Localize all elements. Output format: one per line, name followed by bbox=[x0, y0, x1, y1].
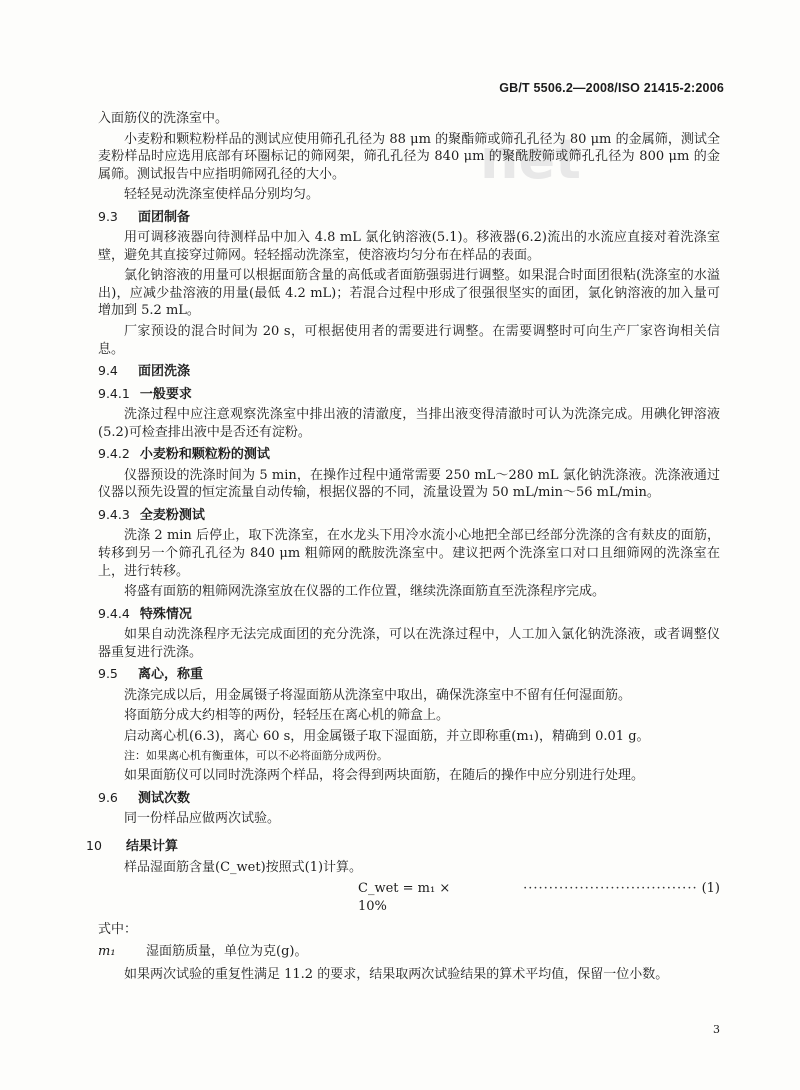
section-number: 9.4.3 bbox=[98, 506, 130, 522]
section-title: 结果计算 bbox=[126, 838, 179, 854]
paragraph: 将面筋分成大约相等的两份，轻轻压在离心机的筛盒上。 bbox=[124, 708, 450, 724]
paragraph: 启动离心机(6.3)，离心 60 s，用金属镊子取下湿面筋，并立即称重(m₁)，精确到 0.01 g。 bbox=[124, 728, 650, 744]
paragraph: 仪器预设的洗涤时间为 5 min，在操作过程中通常需要 250 mL～280 mL 氯化钠洗涤液。洗涤液通过仪器以预先设置的恒定流量自动传输，根据仪器的不同，流量设置为 50 mL/min～56 mL/min。 bbox=[98, 467, 720, 501]
paragraph: 轻轻晃动洗涤室使样品分别均匀。 bbox=[124, 187, 320, 203]
section-number: 9.5 bbox=[98, 666, 118, 682]
variable-definition bbox=[98, 943, 720, 961]
paragraph: 同一份样品应做两次试验。 bbox=[124, 811, 281, 827]
section-heading-9-4 bbox=[98, 363, 720, 381]
section-heading-9-4-2 bbox=[98, 446, 720, 464]
section-number: 10 bbox=[86, 837, 102, 853]
section-title: 面团制备 bbox=[138, 209, 191, 225]
variable-symbol: m₁ bbox=[98, 943, 116, 959]
paragraph: 洗涤完成以后，用金属镊子将湿面筋从洗涤室中取出，确保洗涤室中不留有任何湿面筋。 bbox=[124, 687, 632, 703]
paragraph: 如果两次试验的重复性满足 11.2 的要求，结果取两次试验结果的算术平均值，保留一位小数。 bbox=[124, 967, 669, 983]
section-number: 9.6 bbox=[98, 789, 118, 805]
variable-description: 湿面筋质量，单位为克(g)。 bbox=[146, 943, 308, 959]
paragraph: 入面筋仪的洗涤室中。 bbox=[98, 111, 229, 126]
formula-expression: C_wet = m₁ × 10% bbox=[358, 881, 451, 914]
page-number: 3 bbox=[713, 1023, 720, 1037]
section-title: 离心，称重 bbox=[138, 667, 204, 683]
formula-leader-dots: ·································· bbox=[523, 881, 698, 897]
section-heading-9-4-4 bbox=[98, 606, 720, 624]
formula-number: (1) bbox=[701, 881, 720, 897]
paragraph: 用可调移液器向待测样品中加入 4.8 mL 氯化钠溶液(5.1)。移液器(6.2)流出的水流应直接对着洗涤室壁，避免其直接穿过筛网。轻轻摇动洗涤室，使溶液均匀分布在样品的表面。 bbox=[98, 230, 720, 263]
section-title: 特殊情况 bbox=[139, 606, 192, 622]
paragraph: 小麦粉和颗粒粉样品的测试应使用筛孔孔径为 88 μm 的聚酯筛或筛孔孔径为 80 μm 的金属筛，测试全麦粉样品时应选用底部有环圈标记的筛网架，筛孔孔径为 840 μm 的聚酰胺筛或筛孔孔径为 800 μm 的金属筛。测试报告中应指明筛网孔径的大小。 bbox=[98, 131, 720, 182]
paragraph: 将盛有面筋的粗筛网洗涤室放在仪器的工作位置，继续洗涤面筋直至洗涤程序完成。 bbox=[124, 584, 606, 600]
paragraph: 厂家预设的混合时间为 20 s，可根据使用者的需要进行调整。在需要调整时可向生产厂家咨询相关信息。 bbox=[98, 324, 720, 357]
section-number: 9.4.4 bbox=[98, 605, 130, 621]
paragraph: 洗涤 2 min 后停止，取下洗涤室，在水龙头下用冷水流小心地把全部已经部分洗涤的含有麸皮的面筋，转移到另一个筛孔孔径为 840 μm 粗筛网的酰胺洗涤室中。建议把两个洗涤室口对口且细筛网的洗涤室在上，进行转移。 bbox=[98, 528, 720, 579]
paragraph: 氯化钠溶液的用量可以根据面筋含量的高低或者面筋强弱进行调整。如果混合时面团很粘(洗涤室的水溢出)，应减少盐溶液的用量(最低 4.2 mL)；若混合过程中形成了很强很坚实的面团，氯化钠溶液的加入量可增加到 5.2 mL。 bbox=[98, 268, 720, 319]
section-heading-9-5 bbox=[98, 666, 720, 684]
section-title: 测试次数 bbox=[138, 790, 191, 806]
document-body bbox=[86, 110, 720, 987]
section-number: 9.3 bbox=[98, 208, 118, 224]
section-title: 一般要求 bbox=[139, 386, 192, 402]
section-title: 小麦粉和颗粒粉的测试 bbox=[139, 447, 270, 463]
watermark: net bbox=[480, 128, 581, 191]
paragraph: 如果自动洗涤程序无法完成面团的充分洗涤，可以在洗涤过程中，人工加入氯化钠洗涤液，或者调整仪器重复进行洗涤。 bbox=[98, 627, 720, 660]
section-number: 9.4 bbox=[98, 363, 118, 379]
paragraph: 洗涤过程中应注意观察洗涤室中排出液的清澈度，当排出液变得清澈时可认为洗涤完成。用碘化钾溶液(5.2)可检查排出液中是否还有淀粉。 bbox=[98, 407, 720, 440]
section-number: 9.4.1 bbox=[98, 385, 130, 401]
section-heading-9-4-3 bbox=[98, 507, 720, 525]
formula-1 bbox=[98, 880, 720, 915]
section-title: 面团洗涤 bbox=[138, 364, 191, 380]
section-number: 9.4.2 bbox=[98, 446, 130, 462]
paragraph: 样品湿面筋含量(C_wet)按照式(1)计算。 bbox=[124, 859, 363, 875]
paragraph: 式中： bbox=[98, 922, 138, 938]
section-heading-9-6 bbox=[98, 790, 720, 808]
standard-header: GB/T 5506.2—2008/ISO 21415-2:2006 bbox=[499, 81, 724, 95]
paragraph: 如果面筋仪可以同时洗涤两个样品，将会得到两块面筋，在随后的操作中应分别进行处理。 bbox=[124, 768, 645, 784]
section-title: 全麦粉测试 bbox=[139, 507, 205, 523]
section-heading-9-4-1 bbox=[98, 386, 720, 404]
note: 注：如果离心机有衡重体，可以不必将面筋分成两份。 bbox=[124, 748, 388, 762]
section-heading-9-3 bbox=[98, 209, 720, 227]
section-heading-10 bbox=[86, 838, 720, 856]
